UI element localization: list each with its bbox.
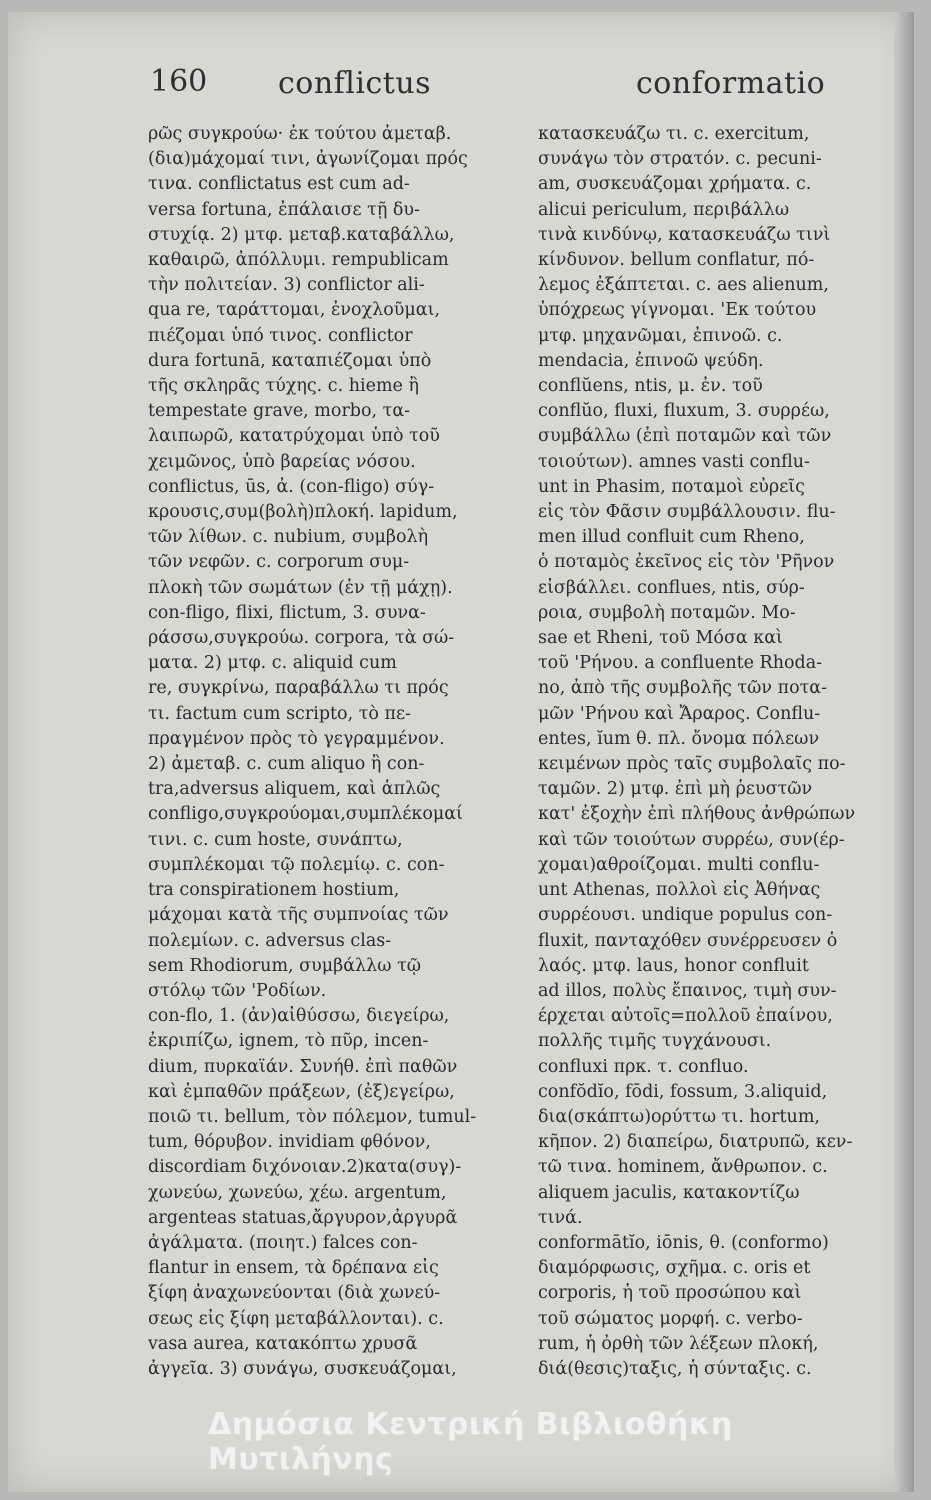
text-line: λαιπωρῶ, κατατρύχομαι ὑπὸ τοῦ — [148, 426, 440, 447]
text-line: ποιῶ τι. bellum, τὸν πόλεμον, tumul- — [148, 1106, 477, 1127]
text-line: corporis, ἡ τοῦ προσώπου καὶ — [538, 1283, 802, 1304]
text-line: σεως εἰς ξίφη μεταβάλλονται). c. — [148, 1308, 444, 1329]
text-line: aliquem jaculis, κατακοντίζω — [538, 1182, 800, 1203]
text-line: καὶ ἐμπαθῶν πράξεων, (ἐξ)εγείρω, — [148, 1081, 455, 1102]
text-line: τοιούτων). amnes vasti conflu- — [538, 451, 810, 472]
text-line: χωνεύω, χωνεύω, χέω. argentum, — [148, 1182, 447, 1203]
text-line: confŏdĭo, fōdi, fossum, 3.aliquid, — [538, 1081, 828, 1102]
text-line: συρρέουσι. undique populus con- — [538, 905, 833, 926]
text-line: qua re, ταράττομαι, ἐνοχλοῦμαι, — [148, 300, 441, 321]
text-line: πραγμένον πρὸς τὸ γεγραμμένον. — [148, 728, 445, 749]
text-line: rum, ἡ ὀρθὴ τῶν λέξεων πλοκή, — [538, 1333, 819, 1354]
page-number: 160 — [150, 64, 208, 99]
text-line: τινι. c. cum hoste, συνάπτω, — [148, 829, 403, 850]
text-line: κειμένων πρὸς ταῖς συμβολαῖς πο- — [538, 754, 846, 775]
text-line: no, ἀπὸ τῆς συμβολῆς τῶν ποτα- — [538, 678, 828, 699]
text-line: πολεμίων. c. adversus clas- — [148, 930, 392, 951]
text-line: ἐκριπίζω, ignem, τὸ πῦρ, incen- — [148, 1031, 429, 1052]
text-line: ξίφη ἀναχωνεύονται (διὰ χωνεύ- — [148, 1283, 441, 1304]
text-line: καὶ τῶν τοιούτων συρρέω, συν(έρ- — [538, 829, 845, 850]
text-line: (δια)μάχομαί τινι, ἀγωνίζομαι πρός — [148, 149, 468, 170]
text-line: τινὰ κινδύνῳ, κατασκευάζω τινὶ — [538, 224, 831, 245]
text-line: men illud confluit cum Rheno, — [538, 527, 805, 548]
text-line: διά(θεσις)ταξις, ἡ σύνταξις. c. — [538, 1358, 812, 1379]
text-line: argenteas statuas,ἄργυρον,ἀργυρᾶ — [148, 1207, 458, 1228]
text-line: ρῶς συγκρούω· ἐκ τούτου ἀμεταβ. — [148, 124, 452, 144]
text-line: sem Rhodiorum, συμβάλλω τῷ — [148, 955, 422, 976]
text-line: ad illos, πολὺς ἔπαινος, τιμὴ συν- — [538, 980, 837, 1001]
text-line: ὑπόχρεως γίγνομαι. 'Εκ τούτου — [538, 300, 817, 321]
text-line: tra conspirationem hostium, — [148, 880, 400, 901]
left-guide-word: conflictus — [278, 66, 432, 101]
text-line: μῶν 'Ρήνου καὶ Ἄραρος. Conflu- — [538, 703, 821, 724]
book-page — [8, 12, 914, 1492]
text-line: confligo,συγκρούομαι,συμπλέκομαί — [148, 804, 463, 825]
text-line: ματα. 2) μτφ. c. aliquid cum — [148, 653, 397, 674]
text-line: sae et Rheni, τοῦ Μόσα καὶ — [538, 628, 783, 649]
text-line: λεμος ἐξάπτεται. c. aes alienum, — [538, 275, 829, 296]
text-line: συμβάλλω (ἐπὶ ποταμῶν καὶ τῶν — [538, 426, 832, 447]
text-line: πλοκὴ τῶν σωμάτων (ἐν τῇ μάχῃ). — [148, 577, 453, 598]
text-line: mendacia, ἐπινοῶ ψεύδη. — [538, 350, 764, 371]
text-line: ὁ ποταμὸς ἐκεῖνος εἰς τὸν 'Ρῆνον — [538, 552, 835, 573]
text-line: ἀγάλματα. (ποιητ.) falces con- — [148, 1232, 418, 1253]
text-line: δια(σκάπτω)ορύττω τι. hortum, — [538, 1106, 820, 1127]
text-line: έρχεται αὐτοῖς=πολλοῦ ἐπαίνου, — [538, 1006, 833, 1027]
text-line: re, συγκρίνω, παραβάλλω τι πρός — [148, 678, 449, 699]
text-line: τι. factum cum scripto, τὸ πε- — [148, 703, 411, 724]
text-line: con-fligo, flixi, flictum, 3. συνα- — [148, 602, 426, 623]
text-line: πιέζομαι ὑπό τινος. conflictor — [148, 325, 413, 346]
text-line: tra,adversus aliquem, καὶ ἁπλῶς — [148, 779, 441, 800]
text-line: χομαι)αθροίζομαι. multi conflu- — [538, 854, 820, 875]
text-line: τοῦ σώματος μορφή. c. verbo- — [538, 1308, 803, 1329]
library-watermark: Δημόσια Κεντρική Βιβλιοθήκη Μυτιλήνης — [208, 1407, 733, 1477]
text-line: discordiam διχόνοιαν.2)κατα(συγ)- — [148, 1157, 462, 1178]
text-line: conflŭens, ntis, μ. ἐν. τοῦ — [538, 376, 763, 397]
text-line: συνάγω τὸν στρατόν. c. pecuni- — [538, 149, 822, 170]
text-line: ράσσω,συγκρούω. corpora, τὰ σώ- — [148, 628, 455, 649]
text-line: entes, ĭum θ. πλ. ὄνομα πόλεων — [538, 728, 820, 749]
text-line: συμπλέκομαι τῷ πολεμίῳ. c. con- — [148, 854, 445, 875]
text-line: χειμῶνος, ὑπὸ βαρείας νόσου. — [148, 451, 416, 472]
text-line: κατασκευάζω τι. c. exercitum, — [538, 124, 810, 144]
text-line: confluxi πρκ. τ. confluo. — [538, 1056, 749, 1077]
text-line: διαμόρφωσις, σχῆμα. c. oris et — [538, 1258, 811, 1279]
text-line: τῶ τινα. hominem, ἄνθρωπον. c. — [538, 1157, 828, 1178]
text-line: dium, πυρκαϊάν. Συνήθ. ἐπὶ παθῶν — [148, 1056, 458, 1077]
text-line: τοῦ 'Ρήνου. a confluente Rhoda- — [538, 653, 823, 674]
text-line: τινά. — [538, 1207, 583, 1228]
text-line: μτφ. μηχανῶμαι, ἐπινοῶ. c. — [538, 325, 783, 346]
text-line: dura fortunā, καταπιέζομαι ὑπὸ — [148, 350, 432, 371]
left-column — [148, 122, 518, 1382]
text-line: κῆπον. 2) διαπείρω, διατρυπῶ, κεν- — [538, 1132, 853, 1153]
right-guide-word: conformatio — [636, 66, 826, 101]
text-line: κρουσις,συμ(βολὴ)πλοκή. lapidum, — [148, 502, 458, 523]
text-line: ροια, συμβολὴ ποταμῶν. Mo- — [538, 602, 796, 623]
text-line: στυχίᾳ. 2) μτφ. μεταβ.καταβάλλω, — [148, 224, 455, 245]
text-line: πολλῆς τιμῆς τυγχάνουσι. — [538, 1031, 772, 1052]
running-header — [8, 64, 914, 114]
text-line: μάχομαι κατὰ τῆς συμπνοίας τῶν — [148, 905, 449, 926]
text-line: τινα. conflictatus est cum ad- — [148, 174, 410, 195]
text-line: λαός. μτφ. laus, honor confluit — [538, 955, 809, 976]
text-line: ταμῶν. 2) μτφ. ἐπὶ μὴ ῥευστῶν — [538, 779, 813, 800]
text-line: στόλῳ τῶν 'Ροδίων. — [148, 980, 327, 1001]
text-line: vasa aurea, κατακόπτω χρυσᾶ — [148, 1333, 418, 1354]
text-line: εἰσβάλλει. conflues, ntis, σύρ- — [538, 577, 805, 598]
text-line: κίνδυνον. bellum conflatur, πό- — [538, 250, 815, 271]
text-line: 2) ἀμεταβ. c. cum aliquo ἢ con- — [148, 754, 425, 775]
text-line: tum, θόρυβον. invidiam φθόνον, — [148, 1132, 431, 1153]
text-line: τὴν πολιτείαν. 3) conflictor ali- — [148, 275, 425, 296]
text-line: τῶν λίθων. c. nubium, συμβολὴ — [148, 527, 429, 548]
text-line: τῆς σκληρᾶς τύχης. c. hieme ἢ — [148, 376, 419, 397]
text-line: conflŭo, fluxi, fluxum, 3. συρρέω, — [538, 401, 830, 422]
text-line: fluxit, πανταχόθεν συνέρρευσεν ὁ — [538, 930, 838, 951]
text-line: ἀγγεῖα. 3) συνάγω, συσκευάζομαι, — [148, 1358, 457, 1379]
text-line: alicui periculum, περιβάλλω — [538, 199, 790, 220]
text-line: flantur in ensem, τὰ δρέπανα εἰς — [148, 1258, 439, 1279]
text-line: conflictus, ūs, ἀ. (con-fligo) σύγ- — [148, 476, 435, 497]
text-line: unt Athenas, πολλοὶ εἰς Ἀθήνας — [538, 880, 821, 901]
text-line: εἰς τὸν Φᾶσιν συμβάλλουσιν. flu- — [538, 502, 836, 523]
text-line: conformātĭo, iōnis, θ. (conformo) — [538, 1232, 829, 1253]
text-line: κατ' ἐξοχὴν ἐπὶ πλήθους ἀνθρώπων — [538, 804, 856, 825]
text-line: τῶν νεφῶν. c. corporum συμ- — [148, 552, 410, 573]
text-line: con-flo, 1. (ἀν)αἰθύσσω, διεγείρω, — [148, 1006, 450, 1027]
text-line: unt in Phasim, ποταμοὶ εὐρεῖς — [538, 476, 805, 497]
text-line: am, συσκευάζομαι χρήματα. c. — [538, 174, 812, 195]
text-line: καθαιρῶ, ἀπόλλυμι. rempublicam — [148, 250, 449, 271]
text-line: tempestate grave, morbo, τα- — [148, 401, 411, 422]
right-column — [538, 122, 908, 1382]
text-line: versa fortuna, ἐπάλαισε τῇ δυ- — [148, 199, 420, 220]
